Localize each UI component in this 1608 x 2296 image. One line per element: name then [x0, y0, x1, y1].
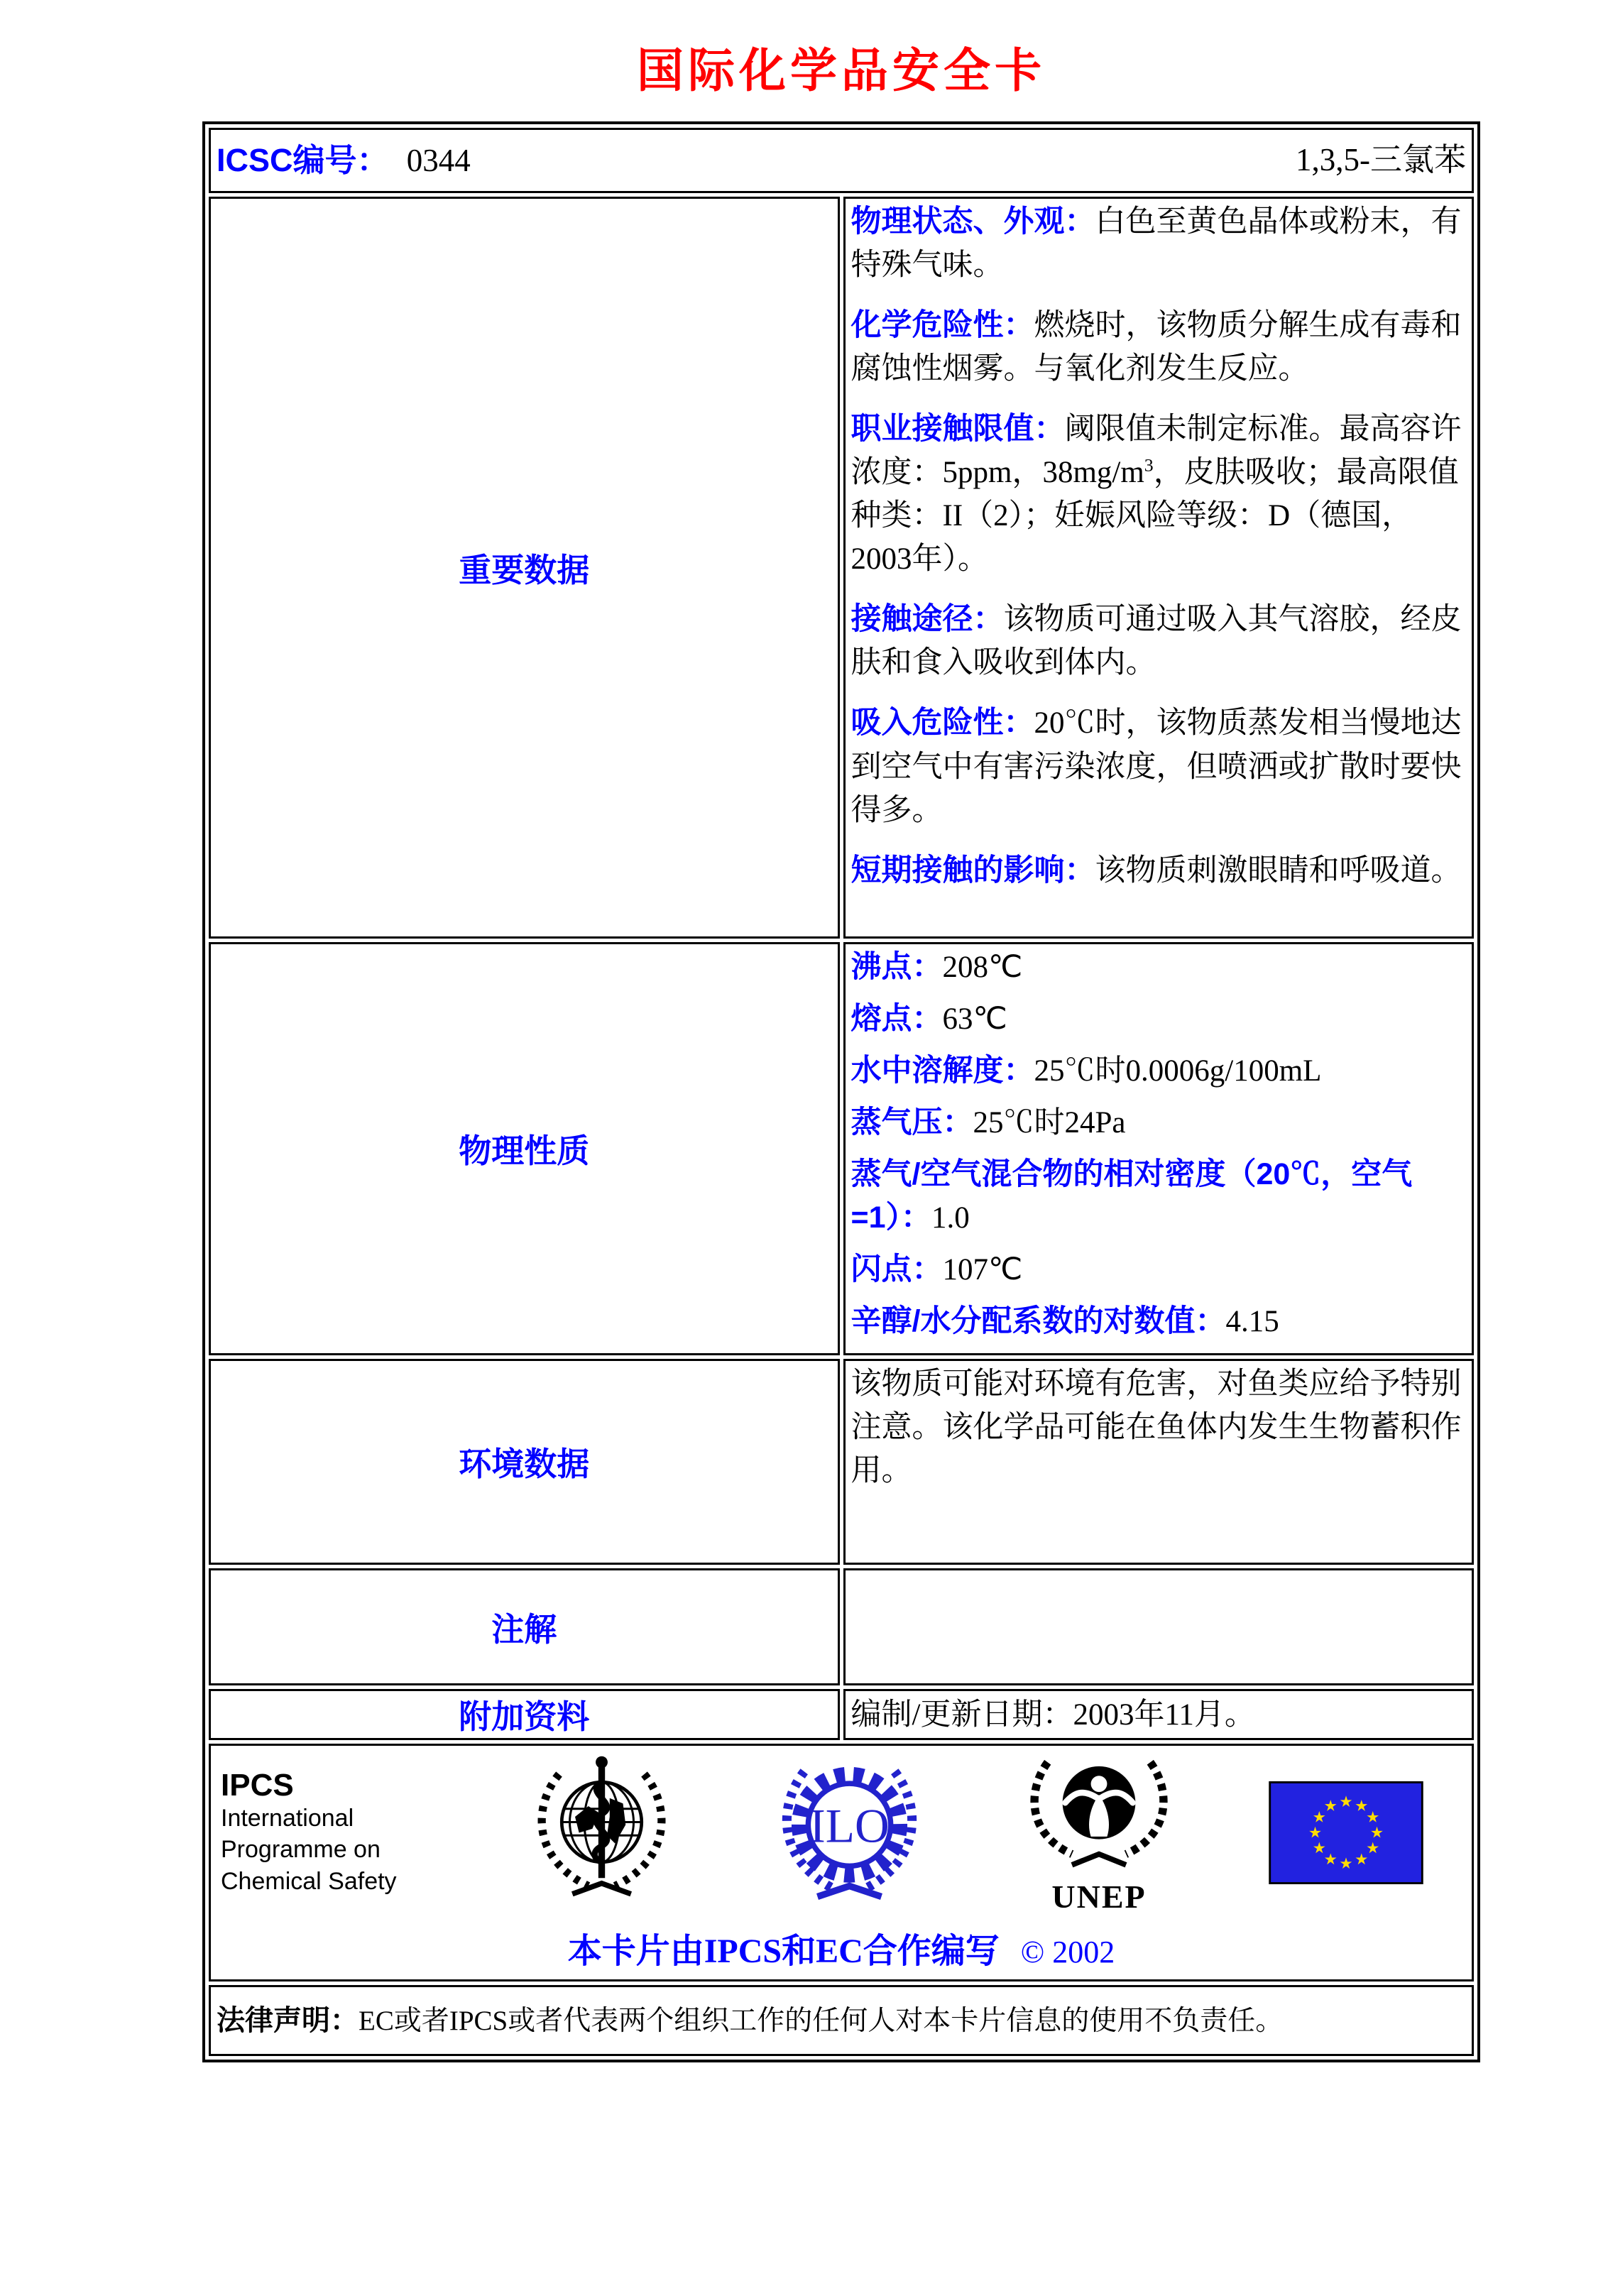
- item-text: 20℃时，该物质蒸发相当慢地达到空气中有害污染浓度，但喷洒或扩散时要快得多。: [851, 706, 1462, 827]
- who-logo-icon: [522, 1753, 682, 1913]
- important-data-item: [851, 304, 1467, 390]
- physical-property-item: [851, 1101, 1467, 1144]
- item-text: 63℃: [942, 1002, 1007, 1037]
- icsc-cell: [209, 128, 1474, 193]
- copyright-text: © 2002: [1020, 1935, 1115, 1970]
- ilo-logo-icon: [770, 1753, 929, 1913]
- row-physical-properties: [209, 942, 1474, 1355]
- row-additional-info: [209, 1689, 1474, 1740]
- physical-property-item: [851, 1248, 1467, 1291]
- environmental-data-cell: [843, 1359, 1475, 1565]
- environmental-data-text: 该物质可能对环境有危害，对鱼类应给予特别注意。该化学品可能在鱼体内发生生物蓄积作用。: [851, 1367, 1462, 1488]
- important-data-item: [851, 701, 1467, 831]
- legal-cell: [209, 1985, 1474, 2056]
- row-footer: [209, 1744, 1474, 1981]
- eu-flag-icon: [1269, 1781, 1423, 1884]
- item-text: 107℃: [942, 1253, 1023, 1287]
- icsc-label: ICSC编号：: [217, 141, 389, 178]
- item-label: 吸入危险性：: [851, 706, 1034, 740]
- row-label-environmental-data: 环境数据: [209, 1359, 840, 1565]
- ipcs-block: [221, 1769, 434, 1897]
- physical-property-item: [851, 946, 1467, 989]
- chemical-name: 1,3,5-三氯苯: [1296, 142, 1466, 178]
- item-label: 蒸气/空气混合物的相对密度（20℃，空气=1）：: [851, 1157, 1413, 1235]
- item-text: 25℃时0.0006g/100mL: [1034, 1054, 1322, 1088]
- ipcs-line: Programme on: [221, 1836, 381, 1864]
- ipcs-title: IPCS: [221, 1767, 294, 1803]
- item-text: 燃烧时，该物质分解生成有毒和腐蚀性烟雾。与氧化剂发生反应。: [851, 309, 1462, 386]
- additional-info-cell: 编制/更新日期：2003年11月。: [843, 1689, 1475, 1740]
- legal-body: EC或者IPCS或者代表两个组织工作的任何人对本卡片信息的使用不负责任。: [359, 2005, 1284, 2036]
- physical-properties-cell: [843, 942, 1475, 1355]
- physical-property-item: [851, 1049, 1467, 1093]
- item-label: 沸点：: [851, 950, 943, 984]
- ipcs-line: International: [221, 1805, 354, 1832]
- item-label: 职业接触限值：: [851, 412, 1065, 447]
- item-text: 该物质可通过吸入其气溶胶，经皮肤和食入吸收到体内。: [851, 603, 1462, 680]
- item-text: 该物质刺激眼睛和呼吸道。: [1095, 853, 1462, 887]
- item-text: 1.0: [931, 1201, 970, 1235]
- item-text: 4.15: [1225, 1305, 1279, 1339]
- row-notes: [209, 1568, 1474, 1685]
- item-text: 白色至黄色晶体或粉末，有特殊气味。: [851, 205, 1462, 283]
- item-label: 接触途径：: [851, 602, 1004, 637]
- important-data-cell: [843, 197, 1475, 939]
- row-label-notes: 注解: [209, 1568, 840, 1685]
- important-data-item: [851, 598, 1467, 684]
- page-title: 国际化学品安全卡: [637, 44, 1046, 97]
- item-label: 熔点：: [851, 1002, 943, 1037]
- row-label-additional-info: 附加资料: [209, 1689, 840, 1740]
- footer-logos: [217, 1747, 1466, 1913]
- row-environmental-data: [209, 1359, 1474, 1565]
- physical-property-item: [851, 1153, 1467, 1240]
- row-label-important-data: 重要数据: [209, 197, 840, 939]
- physical-property-item: [851, 997, 1467, 1041]
- item-label: 水中溶解度：: [851, 1054, 1034, 1088]
- footer-caption-text: 本卡片由IPCS和EC合作编写: [567, 1933, 1000, 1971]
- ipcs-line: Chemical Safety: [221, 1867, 397, 1895]
- notes-cell: [843, 1568, 1475, 1685]
- item-text: 25℃时24Pa: [973, 1106, 1126, 1140]
- item-text: ，皮肤吸收；最高限值种类：II（2）；妊娠风险等级：D（德国，2003年）。: [851, 456, 1459, 576]
- important-data-item: [851, 408, 1467, 581]
- row-important-data: [209, 197, 1474, 939]
- item-label: 闪点：: [851, 1252, 943, 1287]
- item-label: 化学危险性：: [851, 308, 1034, 343]
- footer-caption: [217, 1923, 1466, 1972]
- row-legal: [209, 1985, 1474, 2056]
- item-text: 208℃: [942, 951, 1023, 984]
- important-data-item: [851, 849, 1467, 892]
- icsc-number-group: [217, 138, 471, 184]
- card-table: [202, 121, 1480, 2062]
- footer-cell: [209, 1744, 1474, 1981]
- unep-label: UNEP: [1051, 1879, 1147, 1915]
- physical-property-item: [851, 1300, 1467, 1343]
- item-text: 阈限值未制定标准。最高容许浓度：5ppm，38mg/m: [851, 412, 1462, 490]
- row-icsc: [209, 128, 1474, 193]
- legal-notice: [217, 2001, 1466, 2041]
- icsc-number: 0344: [406, 142, 471, 178]
- superscript: 3: [1144, 454, 1154, 476]
- item-label: 物理状态、外观：: [851, 204, 1095, 239]
- item-label: 短期接触的影响：: [851, 853, 1095, 887]
- item-label: 蒸气压：: [851, 1105, 973, 1140]
- svg-text:ILO: ILO: [809, 1799, 890, 1853]
- unep-block: [1017, 1751, 1181, 1913]
- legal-label: 法律声明：: [217, 2004, 359, 2036]
- item-label: 辛醇/水分配系数的对数值：: [851, 1304, 1226, 1339]
- unep-logo-icon: [1017, 1751, 1181, 1876]
- safety-card-page: [202, 33, 1480, 2062]
- row-label-physical-properties: 物理性质: [209, 942, 840, 1355]
- important-data-item: [851, 200, 1467, 287]
